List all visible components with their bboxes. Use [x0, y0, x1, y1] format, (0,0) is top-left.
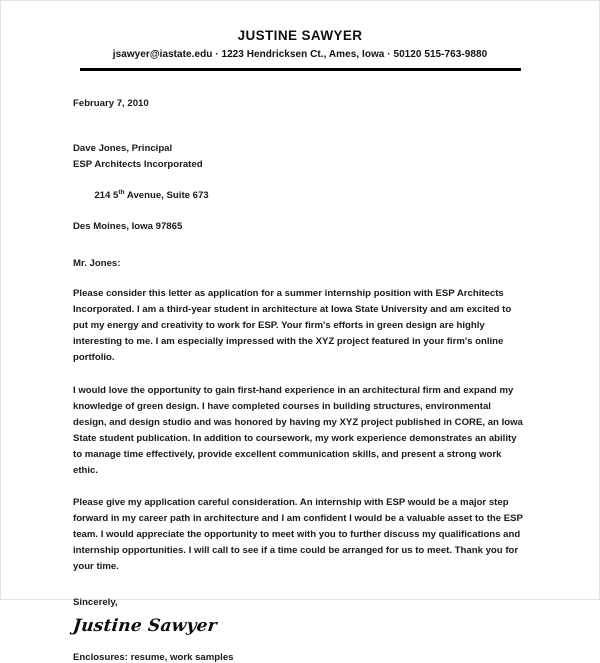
letter-body: [1, 97, 599, 663]
letterhead: [1, 1, 599, 71]
recipient-company: ESP Architects Incorporated: [73, 158, 203, 170]
signature-line: [73, 608, 527, 636]
enclosures-note: Enclosures: resume, work samples: [73, 652, 234, 663]
recipient-street-rest: Avenue, Suite 673: [124, 189, 209, 201]
recipient-address-block: [73, 141, 527, 234]
letter-paragraph: I would love the opportunity to gain first-hand experience in an architectural firm and expand my knowledge of green design. I have completed courses in building structures, environmental design, and design studio and was honored by having my XYZ project published in CORE, an Iowa State student publication. In addition to coursework, my work experience demonstrates an ability to manage time effectively, provide excellent communication skills, and present a strong work ethic.: [73, 384, 523, 476]
closing-salutation: Sincerely,: [73, 597, 118, 609]
handwritten-signature: Justine Sawyer: [71, 616, 218, 637]
recipient-city-state-zip: Des Moines, Iowa 97865: [73, 220, 183, 232]
letterhead-contact-line: jsawyer@iastate.edu · 1223 Hendricksen Ct., Ames, Iowa · 50120 515-763-9880: [112, 49, 488, 61]
ordinal-suffix: th: [118, 188, 125, 196]
letterhead-name: JUSTINE SAWYER: [237, 28, 363, 43]
letter-paragraph: Please consider this letter as application for a summer internship position with ESP Architects Incorporated. I am a third-year student in architecture at Iowa State University and am excited to put my energy and creativity to work for ESP. Your firm's efforts in green design are highly interesting to me. I am especially impressed with the XYZ project featured in your firm's online portfolio.: [73, 288, 512, 363]
recipient-street-number: 214 5: [94, 189, 119, 201]
letterhead-divider-rule: [80, 68, 521, 71]
recipient-street: [73, 172, 527, 219]
recipient-name-title: Dave Jones, Principal: [73, 143, 173, 155]
letter-paragraph: Please give my application careful consideration. An internship with ESP would be a major step forward in my career path in architecture and I am confident I would be a valuable asset to the ESP team. I would appreciate the opportunity to meet with you to further discuss my qualifications and internship opportunities. I will call to see if a time could be arranged for us to meet. Thank you for your time.: [73, 497, 523, 573]
letter-date: February 7, 2010: [73, 98, 149, 110]
salutation: Mr. Jones:: [73, 258, 121, 270]
